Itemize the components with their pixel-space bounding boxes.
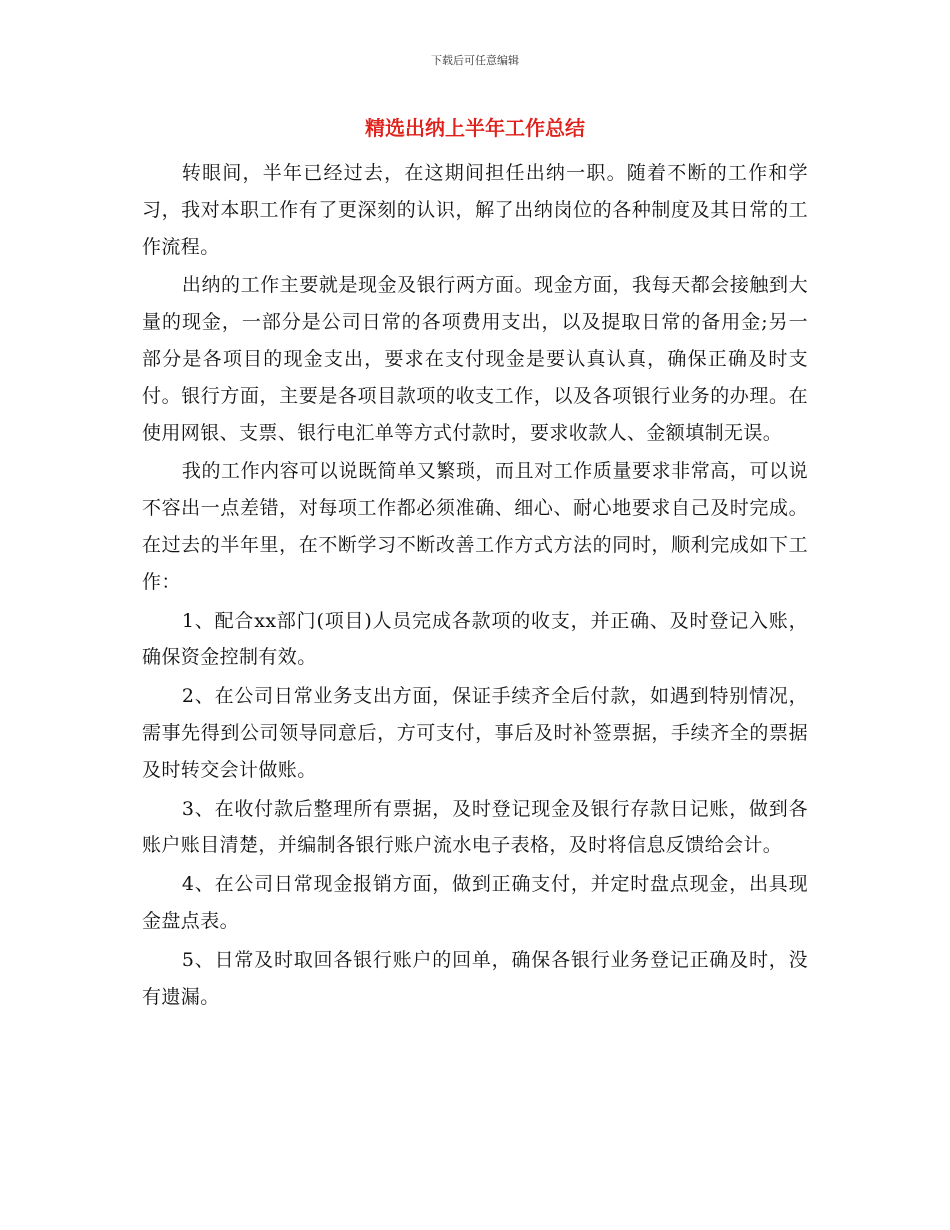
list-item-4: 4、在公司日常现金报销方面，做到正确支付，并定时盘点现金，出具现金盘点表。 bbox=[142, 873, 808, 932]
paragraph-duties: 出纳的工作主要就是现金及银行两方面。现金方面，我每天都会接触到大量的现金，一部分是公司日常的各项费用支出，以及提取日常的备用金;另一部分是各项目的现金支出，要求在支付现金是要认真认真，确保正确及时支付。银行方面，主要是各项目款项的收支工作，以及各项银行业务的办理。在使用网银、支票、银行电汇单等方式付款时，要求收款人、金额填制无误。 bbox=[142, 274, 808, 444]
paragraph-intro: 转眼间，半年已经过去，在这期间担任出纳一职。随着不断的工作和学习，我对本职工作有了更深刻的认识，解了出纳岗位的各种制度及其日常的工作流程。 bbox=[142, 162, 808, 258]
paragraph-work-summary: 我的工作内容可以说既简单又繁琐，而且对工作质量要求非常高，可以说不容出一点差错，对每项工作都必须准确、细心、耐心地要求自己及时完成。在过去的半年里，在不断学习不断改善工作方式方法的同时，顺利完成如下工作： bbox=[142, 460, 808, 593]
header-note: 下载后可任意编辑 bbox=[431, 54, 519, 67]
list-item-3: 3、在收付款后整理所有票据，及时登记现金及银行存款日记账，做到各账户账目清楚，并编制各银行账户流水电子表格，及时将信息反馈给会计。 bbox=[142, 797, 808, 857]
list-item-5: 5、日常及时取回各银行账户的回单，确保各银行业务登记正确及时，没有遗漏。 bbox=[142, 948, 808, 1008]
document-title: 精选出纳上半年工作总结 bbox=[365, 116, 585, 140]
list-item-1: 1、配合xx部门(项目)人员完成各款项的收支，并正确、及时登记入账，确保资金控制有效。 bbox=[142, 609, 808, 669]
document-body bbox=[142, 155, 808, 1017]
list-item-2: 2、在公司日常业务支出方面，保证手续齐全后付款，如遇到特别情况，需事先得到公司领导同意后，方可支付，事后及时补签票据，手续齐全的票据及时转交会计做账。 bbox=[142, 685, 808, 781]
